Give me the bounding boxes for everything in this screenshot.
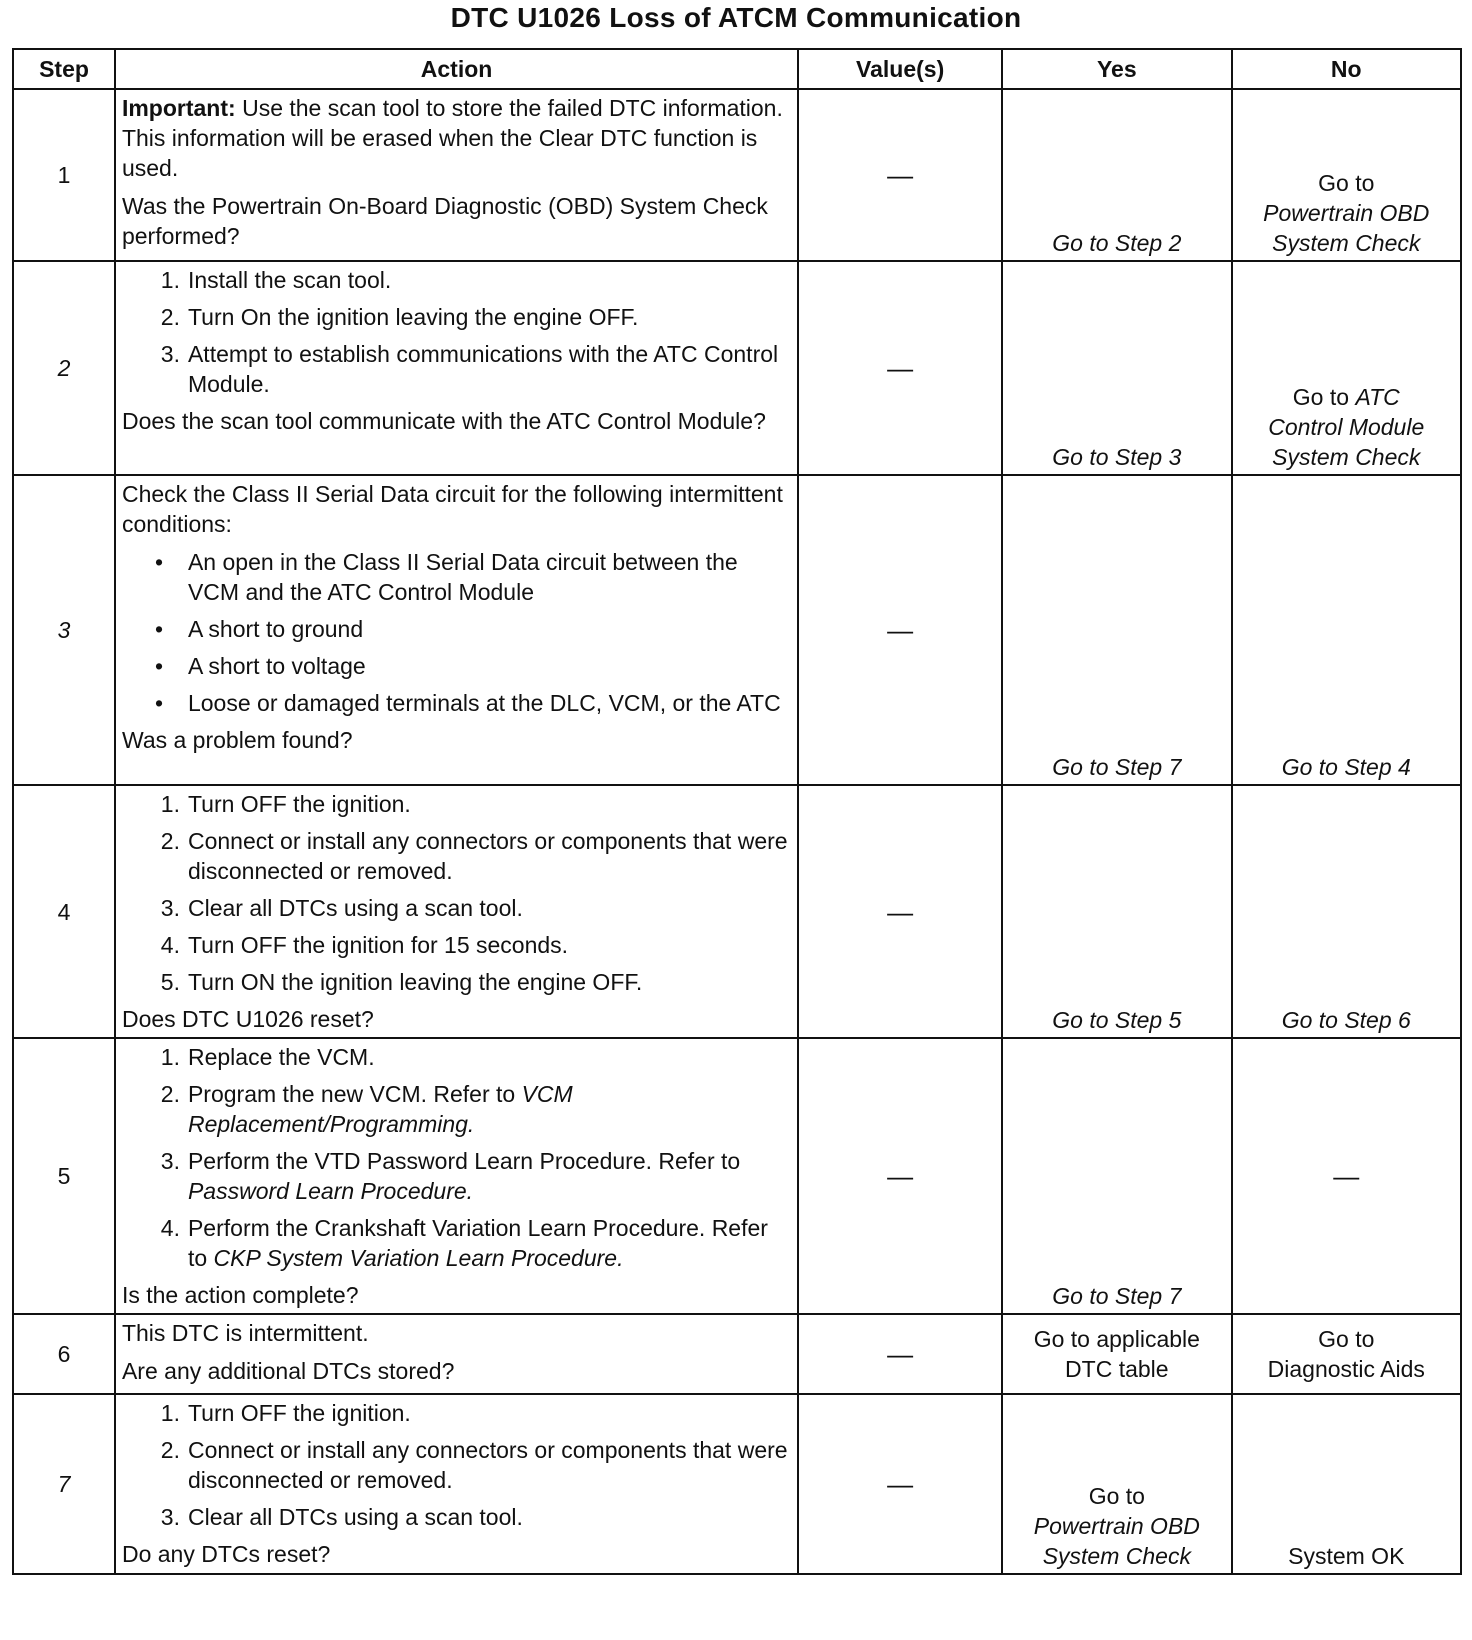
question-text: Does the scan tool communicate with the ATC Control Module? [121,408,766,434]
no-link[interactable]: Go to Step 4 [1232,475,1461,785]
value-cell: — [798,261,1002,475]
action-cell [115,475,798,785]
header-row [13,49,1461,89]
no-cell: System OK [1232,1394,1461,1574]
yes-link[interactable]: Go to Step 3 [1002,261,1231,475]
yes-line: DTC table [1065,1356,1169,1382]
important-note [122,93,791,183]
yes-link-line: System Check [1042,1543,1191,1569]
question-text: Are any additional DTCs stored? [121,1358,455,1384]
table-row-step-2 [13,261,1461,475]
list-item: 4. Perform the Crankshaft Variation Learn Procedure. Refer to CKP System Variation Learn Procedure. [160,1215,768,1271]
value-cell: — [798,1038,1002,1314]
numbered-list [122,789,791,997]
step-number: 7 [13,1394,115,1574]
list-item: 3. Clear all DTCs using a scan tool. [160,1504,523,1530]
list-item: 3. Perform the VTD Password Learn Procedure. Refer to Password Learn Procedure. [160,1148,741,1204]
list-item: 2. Connect or install any connectors or components that were disconnected or removed. [160,1437,788,1493]
numbered-list [122,265,791,399]
step-number: 4 [13,785,115,1038]
question-text: Does DTC U1026 reset? [121,1006,374,1032]
reference-link[interactable]: VCM Replacement/Programming. [187,1081,573,1137]
reference-link[interactable]: CKP System Variation Learn Procedure. [213,1245,624,1271]
no-cell: — [1232,1038,1461,1314]
important-label: Important: [121,95,236,121]
list-item: 3. Attempt to establish communications with the ATC Control Module. [160,341,779,397]
list-item: • A short to voltage [154,653,366,679]
header-no: No [1232,49,1461,89]
yes-cell[interactable] [1002,1394,1231,1574]
numbered-list [122,1398,791,1532]
list-item: 4. Turn OFF the ignition for 15 seconds. [160,932,569,958]
yes-link[interactable]: Go to Step 7 [1002,475,1231,785]
list-item: 2. Program the new VCM. Refer to VCM Replacement/Programming. [160,1081,573,1137]
action-cell [115,785,798,1038]
step-number: 2 [13,261,115,475]
header-action: Action [115,49,798,89]
table-row-step-1 [13,89,1461,261]
list-item: 5. Turn ON the ignition leaving the engine OFF. [160,969,643,995]
no-line: Go to [1318,1326,1375,1352]
no-line: Go to [1318,170,1375,196]
no-cell[interactable] [1232,1314,1461,1394]
header-yes: Yes [1002,49,1231,89]
table-row-step-3 [13,475,1461,785]
table-row-step-6 [13,1314,1461,1394]
value-cell: — [798,89,1002,261]
table-row-step-5 [13,1038,1461,1314]
step-number: 3 [13,475,115,785]
list-item: 2. Turn On the ignition leaving the engine OFF. [160,304,639,330]
action-cell [115,1314,798,1394]
list-item: 1. Install the scan tool. [160,267,392,293]
yes-link[interactable]: Go to Step 7 [1002,1038,1231,1314]
diagnostic-table [12,48,1462,1575]
step-number: 1 [13,89,115,261]
list-item: • An open in the Class II Serial Data circuit between the VCM and the ATC Control Module [154,549,738,605]
list-item: 2. Connect or install any connectors or components that were disconnected or removed. [160,828,788,884]
no-link-line: System Check [1272,444,1421,470]
header-step: Step [13,49,115,89]
yes-link[interactable]: Go to Step 2 [1002,89,1231,261]
step-number: 6 [13,1314,115,1394]
step-number: 5 [13,1038,115,1314]
no-cell[interactable] [1232,261,1461,475]
no-link-line: Powertrain OBD [1263,200,1430,226]
table-row-step-4 [13,785,1461,1038]
yes-line: Go to applicable [1033,1326,1200,1352]
page-title: DTC U1026 Loss of ATCM Communication [450,2,1022,33]
action-cell [115,1394,798,1574]
header-values: Value(s) [798,49,1002,89]
value-cell: — [798,785,1002,1038]
important-text: Use the scan tool to store the failed DTC information. This information will be erased when the Clear DTC function is used. [121,95,783,181]
value-cell: — [798,1394,1002,1574]
list-item: • Loose or damaged terminals at the DLC, VCM, or the ATC [154,690,781,716]
list-item: 1. Replace the VCM. [160,1044,375,1070]
list-item: 1. Turn OFF the ignition. [160,1400,411,1426]
no-link[interactable]: Go to Step 6 [1232,785,1461,1038]
list-item: • A short to ground [154,616,364,642]
yes-link-line: Powertrain OBD [1033,1513,1200,1539]
yes-link[interactable]: Go to Step 5 [1002,785,1231,1038]
list-item: 3. Clear all DTCs using a scan tool. [160,895,523,921]
yes-cell[interactable] [1002,1314,1231,1394]
table-row-step-7 [13,1394,1461,1574]
yes-line: Go to [1088,1483,1145,1509]
reference-link[interactable]: Password Learn Procedure. [187,1178,474,1204]
no-line: Go to ATC [1292,384,1400,410]
question-text: Was a problem found? [121,727,353,753]
no-cell[interactable] [1232,89,1461,261]
list-item: 1. Turn OFF the ignition. [160,791,411,817]
no-link-line: System Check [1272,230,1421,256]
no-link-line: Control Module [1268,414,1425,440]
numbered-list [122,1042,791,1273]
info-text: This DTC is intermittent. [121,1320,369,1346]
question-text: Was the Powertrain On-Board Diagnostic (OBD) System Check performed? [121,193,768,249]
action-cell [115,89,798,261]
intro-text: Check the Class II Serial Data circuit for the following intermittent conditions: [121,481,783,537]
value-cell: — [798,475,1002,785]
question-text: Is the action complete? [121,1282,359,1308]
value-cell: — [798,1314,1002,1394]
question-text: Do any DTCs reset? [121,1541,331,1567]
no-line: Diagnostic Aids [1267,1356,1425,1382]
action-cell [115,1038,798,1314]
action-cell [115,261,798,475]
bullet-list [122,547,791,718]
